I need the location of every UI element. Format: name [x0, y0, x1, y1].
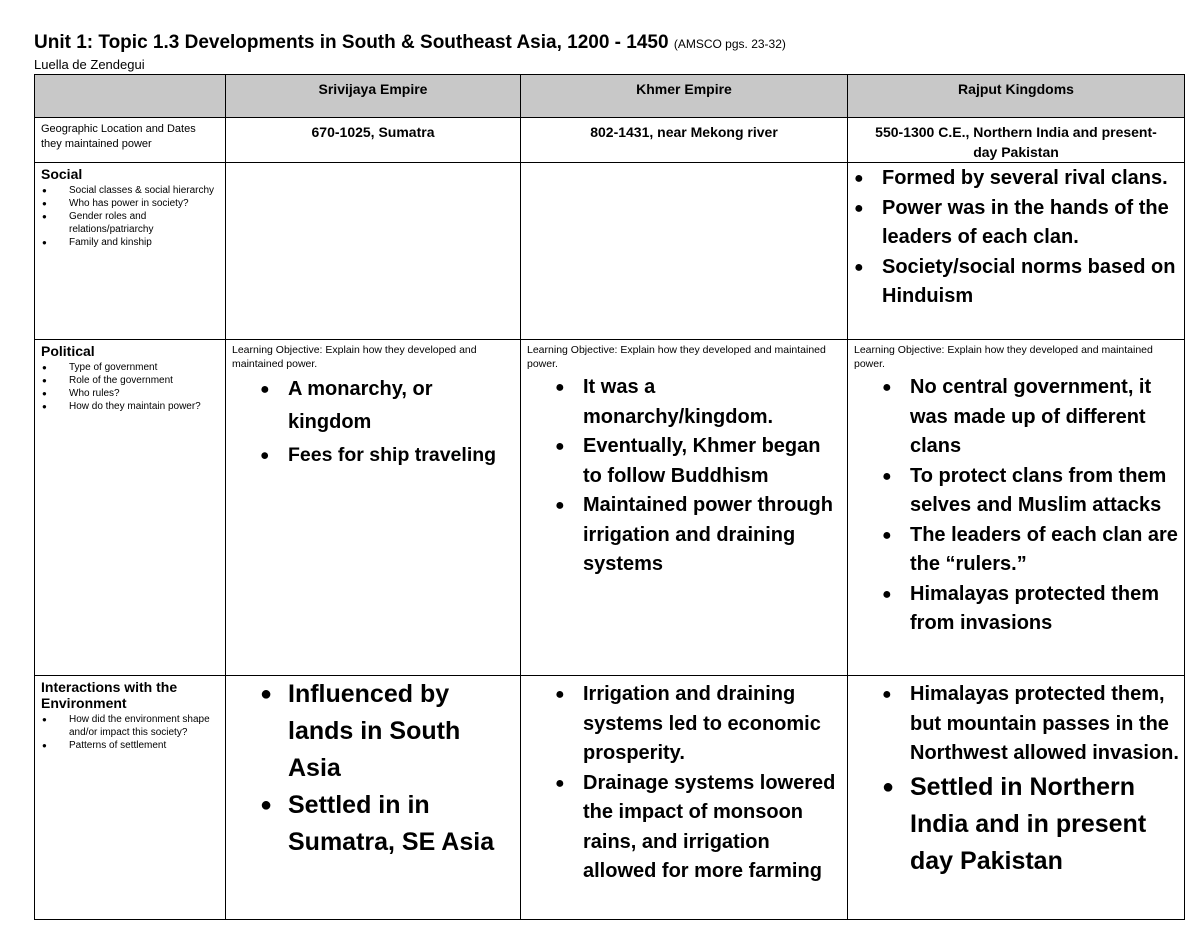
list-item: ● Power was in the hands of the leaders of each clan. [882, 194, 1180, 253]
prompt-item: ● Role of the government [69, 374, 219, 387]
political-heading: Political [41, 343, 95, 359]
comparison-table [34, 74, 1185, 920]
social-prompts [41, 184, 219, 249]
prompt-item: ● Who rules? [69, 387, 219, 400]
environment-khmer [521, 676, 848, 920]
list-item: ● Himalayas protected them, but mountain passes in the Northwest allowed invasion. [910, 680, 1180, 769]
geography-label: Geographic Location and Dates they maintained power [41, 123, 196, 150]
political-srivijaya-list [226, 373, 520, 472]
list-item: ● Eventually, Khmer began to follow Buddhism [583, 432, 843, 491]
list-item: ● Fees for ship traveling [288, 439, 516, 472]
political-prompts [41, 361, 219, 413]
list-item: ● Himalayas protected them from invasions [910, 580, 1180, 639]
list-item: ● Settled in in Sumatra, SE Asia [288, 787, 516, 861]
political-rajput [848, 340, 1185, 676]
social-srivijaya [226, 163, 521, 340]
social-row [35, 163, 1185, 340]
environment-row [35, 676, 1185, 920]
author-name: Luella de Zendegui [34, 57, 145, 72]
prompt-item: ● How do they maintain power? [69, 400, 219, 413]
political-khmer [521, 340, 848, 676]
title-reference: (AMSCO pgs. 23-32) [673, 37, 786, 51]
geography-value: 550-1300 C.E., Northern India and present-day Pakistan [875, 124, 1157, 160]
corner-cell [35, 75, 226, 118]
learning-objective: Learning Objective: Explain how they developed and maintained power. [232, 344, 477, 370]
list-item: ● Formed by several rival clans. [882, 164, 1180, 194]
learning-objective: Learning Objective: Explain how they developed and maintained power. [527, 344, 826, 370]
title-text: Unit 1: Topic 1.3 Developments in South & Southeast Asia, 1200 - 1450 [34, 32, 669, 53]
prompt-item: ● Who has power in society? [69, 197, 219, 210]
document-title [34, 32, 786, 54]
environment-rajput-list-small [848, 680, 1184, 769]
social-rajput-list [848, 164, 1184, 312]
list-item: ● Influenced by lands in South Asia [288, 676, 516, 787]
environment-srivijaya [226, 676, 521, 920]
geography-srivijaya [226, 118, 521, 163]
list-item: ● Society/social norms based on Hinduism [882, 253, 1180, 312]
political-row [35, 340, 1185, 676]
environment-heading-cell [35, 676, 226, 920]
social-heading: Social [41, 166, 83, 182]
geography-rajput [848, 118, 1185, 163]
environment-srivijaya-list [226, 676, 520, 861]
social-heading-cell [35, 163, 226, 340]
prompt-item: ● Type of government [69, 361, 219, 374]
list-item: ● Maintained power through irrigation and draining systems [583, 491, 843, 580]
list-item: ● The leaders of each clan are the “rulers.” [910, 521, 1180, 580]
geography-khmer [521, 118, 848, 163]
column-header-khmer: Khmer Empire [521, 75, 848, 118]
environment-heading: Interactions with the Environment [41, 679, 178, 711]
list-item: ● It was a monarchy/kingdom. [583, 373, 843, 432]
list-item: ● No central government, it was made up of different clans [910, 373, 1180, 462]
prompt-item: ● Family and kinship [69, 236, 219, 249]
geography-label-cell [35, 118, 226, 163]
social-khmer [521, 163, 848, 340]
geography-row [35, 118, 1185, 163]
political-heading-cell [35, 340, 226, 676]
environment-prompts [41, 713, 219, 752]
social-rajput [848, 163, 1185, 340]
environment-khmer-list [521, 680, 847, 887]
list-item: ● Settled in Northern India and in present day Pakistan [910, 769, 1180, 880]
list-item: ● A monarchy, or kingdom [288, 373, 516, 439]
environment-rajput [848, 676, 1185, 920]
list-item: ● Irrigation and draining systems led to economic prosperity. [583, 680, 843, 769]
geography-value: 670-1025, Sumatra [311, 124, 435, 140]
prompt-item: ● How did the environment shape and/or impact this society? [69, 713, 219, 739]
column-header-rajput: Rajput Kingdoms [848, 75, 1185, 118]
environment-rajput-list-large [848, 769, 1184, 880]
political-srivijaya [226, 340, 521, 676]
political-khmer-list [521, 373, 847, 580]
list-item: ● Drainage systems lowered the impact of monsoon rains, and irrigation allowed for more farming [583, 769, 843, 887]
prompt-item: ● Social classes & social hierarchy [69, 184, 219, 197]
prompt-item: ● Patterns of settlement [69, 739, 219, 752]
column-header-srivijaya: Srivijaya Empire [226, 75, 521, 118]
learning-objective: Learning Objective: Explain how they developed and maintained power. [854, 344, 1153, 370]
geography-value: 802-1431, near Mekong river [590, 124, 778, 140]
political-rajput-list [848, 373, 1184, 639]
header-row [35, 75, 1185, 118]
prompt-item: ● Gender roles and relations/patriarchy [69, 210, 219, 236]
list-item: ● To protect clans from them selves and Muslim attacks [910, 462, 1180, 521]
